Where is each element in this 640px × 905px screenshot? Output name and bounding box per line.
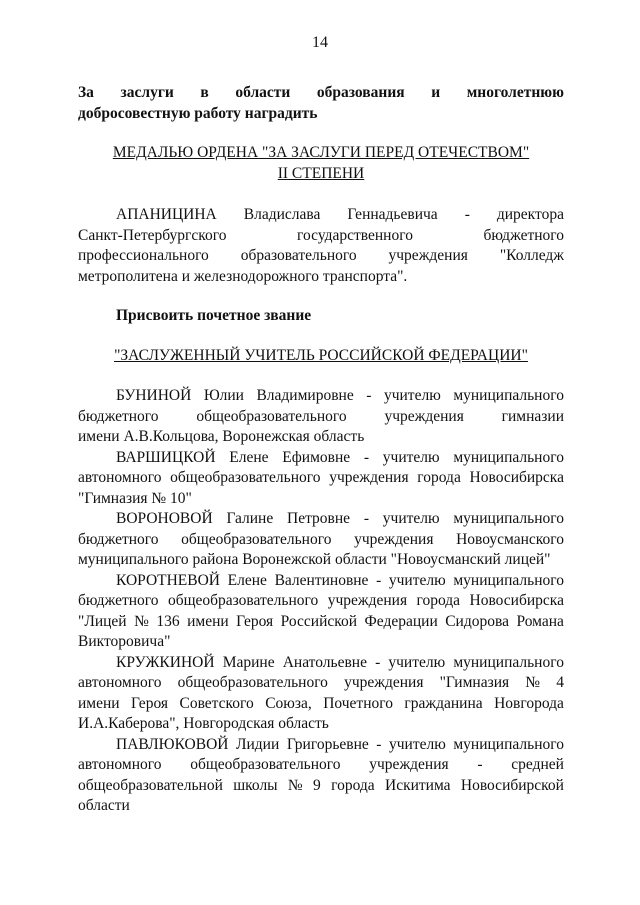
word: бюджетного bbox=[78, 407, 159, 425]
word: Российской bbox=[280, 612, 358, 630]
award-recipient-line: метрополитена и железнодорожного транспорта". bbox=[78, 267, 408, 285]
word: № bbox=[525, 674, 541, 691]
word: средней bbox=[511, 756, 564, 773]
word: - bbox=[464, 206, 470, 223]
word: - bbox=[375, 653, 381, 671]
word: - bbox=[477, 756, 483, 773]
recipient-paragraph bbox=[78, 448, 564, 510]
recipient-line: имени А.В.Кольцова, Воронежская область bbox=[78, 428, 365, 445]
recipient-paragraph bbox=[78, 571, 564, 653]
word: общеобразовательного bbox=[167, 592, 319, 609]
recipient-paragraph bbox=[78, 509, 564, 571]
award-title-line: II СТЕПЕНИ bbox=[277, 164, 365, 182]
word: образования bbox=[316, 84, 405, 101]
recipient-line bbox=[78, 530, 564, 551]
award-recipient-line bbox=[78, 205, 564, 226]
intro-line: добросовестную работу наградить bbox=[78, 104, 318, 122]
word: в bbox=[200, 84, 209, 101]
word: Новосибирской bbox=[460, 776, 564, 794]
word: Юлии bbox=[203, 387, 244, 404]
word: Новгорода bbox=[494, 694, 564, 712]
word: ПАВЛЮКОВОЙ bbox=[116, 735, 229, 753]
word: бюджетного bbox=[483, 226, 564, 244]
word: многолетнюю bbox=[466, 84, 564, 101]
recipient-line bbox=[78, 591, 564, 612]
recipient-line bbox=[78, 407, 564, 428]
word: города bbox=[417, 469, 461, 486]
page-number: 14 bbox=[312, 34, 328, 51]
word: имени bbox=[187, 612, 229, 630]
award-title bbox=[78, 143, 564, 184]
word: "Лицей bbox=[78, 612, 127, 630]
recipient-line bbox=[78, 735, 564, 756]
recipient-line: области bbox=[78, 797, 130, 814]
word: муниципального bbox=[453, 387, 564, 404]
word: государственного bbox=[297, 226, 413, 244]
recipient-line: муниципального района Воронежской области "Новоусманский лицей" bbox=[78, 551, 551, 568]
word: За bbox=[78, 84, 94, 101]
word: КРУЖКИНОЙ bbox=[116, 653, 215, 671]
word: учителю bbox=[388, 571, 446, 589]
recipient-paragraph bbox=[78, 735, 564, 817]
word: КОРОТНЕВОЙ bbox=[116, 571, 221, 589]
word: заслуги bbox=[120, 84, 174, 101]
word: общеобразовательного bbox=[196, 407, 347, 425]
word: Советского bbox=[179, 694, 254, 712]
word: № bbox=[287, 776, 303, 794]
word: учителю bbox=[388, 653, 446, 671]
word: учреждения bbox=[329, 469, 409, 486]
word: Героя bbox=[236, 612, 274, 630]
word: Марине bbox=[222, 653, 275, 671]
word: 4 bbox=[556, 674, 564, 691]
word: Анатольевне bbox=[282, 653, 367, 671]
word: и bbox=[431, 84, 441, 101]
award-title-line: МЕДАЛЬЮ ОРДЕНА "ЗА ЗАСЛУГИ ПЕРЕД ОТЕЧЕСТВОМ" bbox=[112, 144, 530, 161]
recipient-paragraph bbox=[78, 653, 564, 735]
word: общеобразовательного bbox=[190, 756, 341, 773]
word: Романа bbox=[516, 612, 564, 630]
word: Почетного bbox=[323, 694, 393, 712]
recipient-line bbox=[78, 448, 564, 469]
word: учреждения bbox=[354, 530, 434, 548]
word: Елене bbox=[227, 571, 267, 589]
award-recipient-paragraph bbox=[78, 205, 564, 287]
word: учреждения bbox=[344, 674, 424, 691]
word: школы bbox=[233, 776, 278, 794]
recipient-line: И.А.Каберова", Новгородская область bbox=[78, 715, 329, 732]
word: Федерации bbox=[364, 612, 438, 630]
word: Новосибирска bbox=[469, 592, 564, 609]
word: общеобразовательного bbox=[181, 530, 332, 548]
word: гражданина bbox=[404, 694, 483, 712]
word: города bbox=[331, 776, 375, 794]
recipient-line bbox=[78, 509, 564, 530]
word: Сидорова bbox=[445, 612, 509, 630]
word: директора bbox=[496, 206, 564, 223]
word: № bbox=[134, 612, 149, 630]
award-recipient-line bbox=[78, 226, 564, 247]
word: муниципального bbox=[453, 510, 564, 527]
word: бюджетного bbox=[78, 530, 159, 548]
word: - bbox=[363, 510, 369, 527]
word: "Гимназия bbox=[439, 674, 510, 691]
recipient-line bbox=[78, 653, 564, 674]
honorary-title bbox=[78, 346, 564, 367]
recipients-list bbox=[78, 386, 564, 817]
word: Лидии bbox=[235, 735, 280, 753]
word: Владимировне bbox=[256, 387, 354, 404]
word: 9 bbox=[313, 776, 321, 794]
word: ВОРОНОВОЙ bbox=[116, 510, 213, 527]
word: учителю bbox=[383, 387, 441, 404]
word: учреждения bbox=[369, 756, 449, 773]
word: автономного bbox=[78, 756, 162, 773]
word: муниципального bbox=[453, 653, 564, 671]
word: Героя bbox=[131, 694, 169, 712]
word: Галине bbox=[226, 510, 274, 527]
honorary-title-text: "ЗАСЛУЖЕННЫЙ УЧИТЕЛЬ РОССИЙСКОЙ ФЕДЕРАЦИИ" bbox=[114, 347, 528, 364]
word: общеобразовательной bbox=[78, 776, 223, 794]
word: гимназии bbox=[501, 407, 564, 425]
word: учреждения bbox=[384, 407, 464, 425]
word: учреждения bbox=[388, 247, 468, 264]
word: муниципального bbox=[453, 448, 564, 466]
word: учителю bbox=[382, 510, 440, 527]
word: Санкт-Петербургского bbox=[78, 226, 227, 244]
word: Григорьевне bbox=[286, 735, 369, 753]
word: - bbox=[366, 387, 372, 404]
recipient-line bbox=[78, 673, 564, 694]
title-intro: Присвоить почетное звание bbox=[116, 307, 312, 324]
word: города bbox=[416, 592, 461, 609]
word: Союза, bbox=[265, 694, 312, 712]
recipient-line bbox=[78, 612, 564, 633]
word: учреждения bbox=[327, 592, 408, 609]
recipient-line bbox=[78, 776, 564, 797]
word: Искитима bbox=[385, 776, 451, 794]
word: Геннадьевича bbox=[347, 206, 438, 223]
recipient-line bbox=[78, 386, 564, 407]
recipient-line bbox=[78, 468, 564, 489]
word: бюджетного bbox=[78, 592, 159, 609]
word: муниципального bbox=[453, 735, 564, 753]
recipient-line bbox=[78, 755, 564, 776]
word: - bbox=[376, 571, 382, 589]
recipient-paragraph bbox=[78, 386, 564, 448]
word: ВАРШИЦКОЙ bbox=[116, 448, 216, 466]
word: общеобразовательного bbox=[177, 674, 328, 691]
recipient-line: Викторовича" bbox=[78, 633, 171, 650]
word: Новосибирска bbox=[469, 469, 564, 486]
word: - bbox=[376, 735, 382, 753]
word: имени bbox=[78, 694, 120, 712]
word: Елене bbox=[229, 448, 269, 466]
intro-line bbox=[78, 83, 564, 104]
intro-paragraph bbox=[78, 83, 564, 124]
word: БУНИНОЙ bbox=[116, 387, 192, 404]
recipient-line bbox=[78, 571, 564, 592]
recipient-line bbox=[78, 694, 564, 715]
word: области bbox=[235, 84, 291, 101]
word: Ефимовне bbox=[282, 448, 351, 466]
word: Владислава bbox=[243, 206, 321, 223]
word: учителю bbox=[389, 735, 446, 753]
word: "Колледж bbox=[499, 247, 564, 264]
word: Новоусманского bbox=[456, 530, 564, 548]
word: Валентиновне bbox=[274, 571, 369, 589]
award-recipient-line bbox=[78, 246, 564, 267]
word: муниципального bbox=[453, 571, 564, 589]
word: образовательного bbox=[240, 247, 357, 264]
word: - bbox=[363, 448, 370, 466]
word: автономного bbox=[78, 469, 162, 486]
word: профессионального bbox=[78, 247, 209, 264]
recipient-line: "Гимназия № 10" bbox=[78, 489, 192, 507]
word: автономного bbox=[78, 674, 162, 691]
word: АПАНИЦИНА bbox=[116, 206, 217, 223]
word: Петровне bbox=[287, 510, 351, 527]
word: общеобразовательного bbox=[170, 469, 321, 486]
word: 136 bbox=[156, 612, 180, 630]
word: учителю bbox=[382, 448, 440, 466]
